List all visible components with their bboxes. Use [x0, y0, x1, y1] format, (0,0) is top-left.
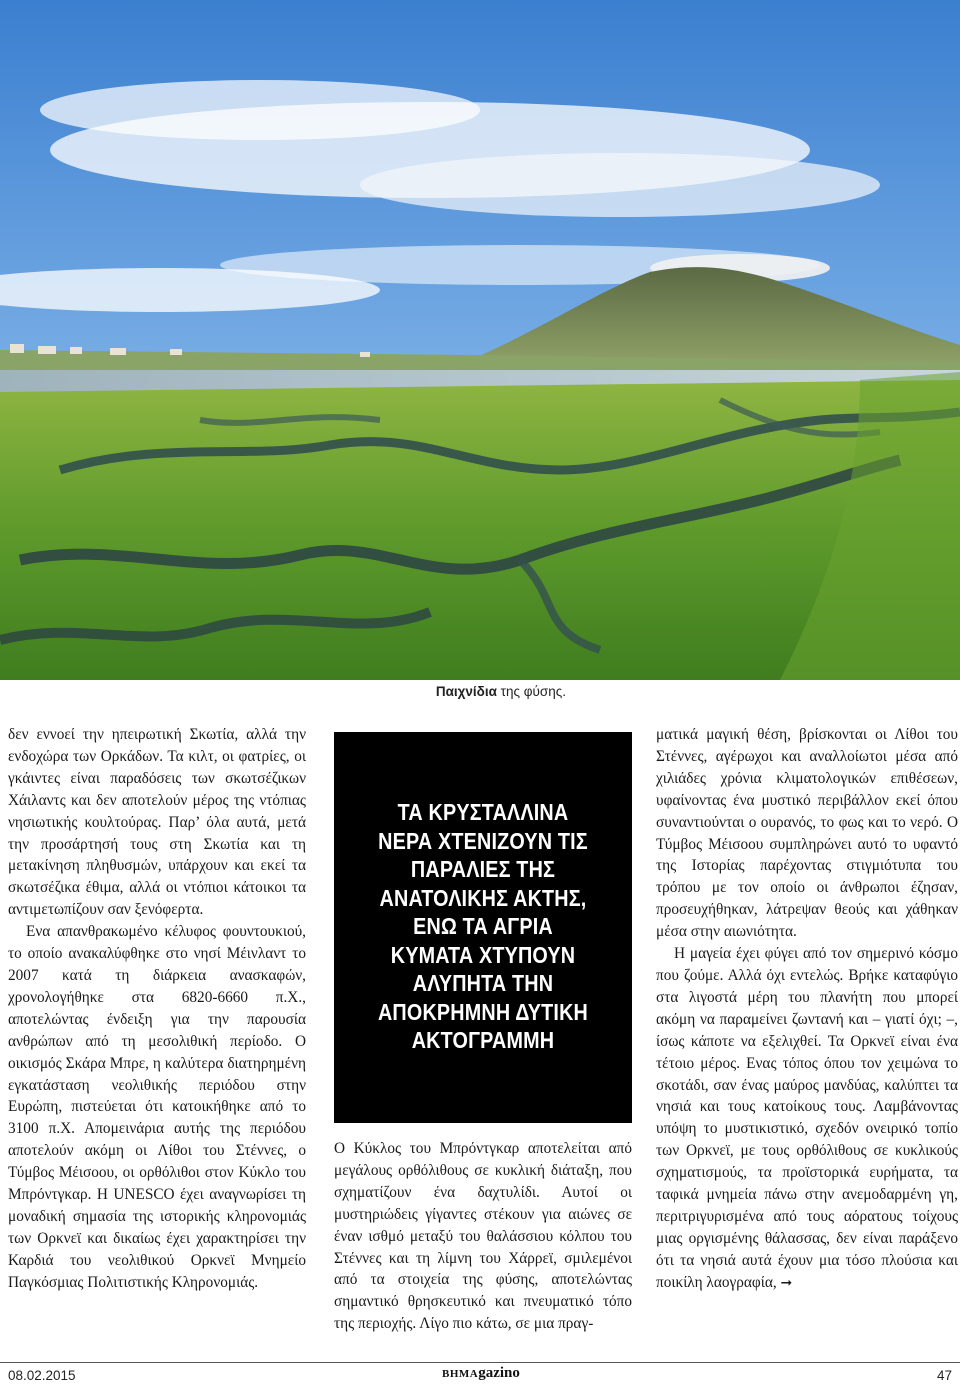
brand-part-a: ΒΗΜΑ — [442, 1368, 479, 1380]
paragraph: ματικά μαγική θέση, βρίσκονται οι Λίθοι του Στέννες, αγέρωχοι και αναλλοίωτοι μέσα από χιλιάδες χρόνια κλιματολογικών επιθέσεων, υφαίνοντας ένα μυστικό περιβάλλον εκεί όπου συναντιούνται ο ουρανός, το φως και το νερό. Ο Τύμβος Μέισοου συμπληρώνει αυτό το υφαντό της Ιστορίας παρέχοντας στιγμιότυπα του τρόπου με τον οποίο οι άνθρωποι έζησαν, προσευχήθηκαν, λάτρεψαν θεούς και χάθηκαν μέσα στην αιωνιότητα. — [656, 726, 958, 941]
continue-arrow-icon: ➞ — [780, 1274, 793, 1291]
paragraph: Ο Κύκλος του Μπρόντγκαρ αποτελείται από μεγάλους ορθόλιθους σε κυκλική διάταξη, που σχηματίζουν ένα δαχτυλίδι. Αυτοί οι μυστηριώδεις γίγαντες στέκουν για αιώνες σε έναν ισθμό μεταξύ του θαλάσσιου κόλπου του Στέννες και τη λίμνη του Χάρρεϊ, σμιλεμένοι από τα στοιχεία της φύσης, αποτελώντας σημαντικό θρησκευτικό και πνευματικό τόπο της περιοχής. Λίγο πιο κάτω, σε μια πραγ- — [334, 1140, 632, 1333]
photo-caption — [436, 684, 566, 699]
paragraph-with-arrow — [656, 943, 958, 1295]
caption-rest: της φύσης. — [496, 684, 566, 699]
page-number: 47 — [936, 1368, 952, 1383]
paragraph: δεν εννοεί την ηπειρωτική Σκωτία, αλλά την ενδοχώρα των Ορκάδων. Τα κιλτ, οι φατρίες, οι γκάιντες είναι παραδόσεις των σκωτσέζικων Χάιλαντς και δεν αποτελούν μέρος της ντόπιας νησιωτικής κουλτούρας. Παρ’ όλα αυτά, μετά την προσάρτησή τους στη Σκωτία και τη μετακίνηση πληθυσμών, υπάρχουν και εκεί τα σκωτσέζικα έθιμα, αλλά οι ντόπιοι κάτοικοι τα αντιμετωπίζουν σαν ξενόφερτα. — [8, 726, 306, 919]
magazine-logo — [442, 1365, 520, 1382]
hero-photo — [0, 0, 960, 680]
issue-date: 08.02.2015 — [8, 1368, 76, 1383]
text-column-2 — [334, 1138, 632, 1335]
paragraph: Ενα απανθρακωμένο κέλυφος φουντουκιού, το οποίο ανακαλύφθηκε στο νησί Μέινλαντ το 2007 κατά τη διάρκεια ανασκαφών, χρονολογήθηκε στα 6820-6660 π.Χ., αποτελώντας ένδειξη για την παρουσία ανθρώπων από τη μεσολιθική περίοδο. Ο οικισμός Σκάρα Μπρε, η καλύτερα διατηρημένη εγκατάσταση νεολιθικής περιόδου στην Ευρώπη, πιστεύεται ότι κατοικήθηκε από το 3100 π.Χ. Απομεινάρια αυτής της περιόδου αποτελούν ακόμη οι Λίθοι του Στέννες, ο Τύμβος Μέισοου, οι ορθόλιθοι στον Κύκλο του Μπρόντγκαρ. Η UNESCO έχει αναγνωρίσει τη μοναδική σημασία της ιστορικής κληρονομιάς των Ορκνεϊ και δικαίως έχει χαρακτηρίσει την Καρδιά του νεολιθικού Ορκνεϊ Μνημείο Παγκόσμιας Πολιτιστικής Κληρονομιάς. — [8, 923, 306, 1291]
footer-rule — [0, 1362, 960, 1363]
brand-part-b: gazino — [478, 1365, 520, 1381]
paragraph: Η μαγεία έχει φύγει από τον σημερινό κόσμο που ζούμε. Αλλά όχι εντελώς. Βρήκε καταφύγιο στα λιγοστά μέρη του πλανήτη που μπορεί ακόμη να παραμείνει ζωντανή και – γιατί όχι; –, ίσως κάποτε να εξελιχθεί. Τα Ορκνεϊ είναι ένα τέτοιο μέρος. Ενας τόπος όπου τον χειμώνα το σκοτάδι, σαν ένας μαύρος μανδύας, καλύπτει τα νησιά και τους κατοίκους τους. Λαμβάνοντας υπόψη το μυστικιστικό, σχεδόν ονειρικό τοπίο των Ορκνεϊ, με τους ορθόλιθους σε κυκλικούς σχηματισμούς, τα προϊστορικά ευρήματα, τα ταφικά μνημεία πάνω στην ανεμοδαρμένη γη, περιτριγυρισμένα από τους αόρατους τοίχους μιας οργισμένης θάλασσας, δεν είναι παράξενο ότι τα νησιά αυτά έχουν μια τόσο πλούσια και ποικίλη λαογραφία, — [656, 945, 958, 1291]
text-column-3 — [656, 724, 958, 1295]
landscape-image — [0, 0, 960, 680]
text-column-1 — [8, 724, 306, 1294]
pull-quote-box — [334, 732, 632, 1123]
pull-quote: ΤΑ ΚΡΥΣΤΑΛΛΙΝΑ ΝΕΡΑ ΧΤΕΝΙΖΟΥΝ ΤΙΣ ΠΑΡΑΛΙΕΣ ΤΗΣ ΑΝΑΤΟΛΙΚΗΣ ΑΚΤΗΣ, ΕΝΩ ΤΑ ΑΓΡΙΑ ΚΥΜΑΤΑ ΧΤΥΠΟΥΝ ΑΛΥΠΗΤΑ ΤΗΝ ΑΠΟΚΡΗΜΝΗ ΔΥΤΙΚΗ ΑΚΤΟΓΡΑΜΜΗ — [377, 799, 589, 1053]
caption-bold: Παιχνίδια — [435, 684, 497, 699]
